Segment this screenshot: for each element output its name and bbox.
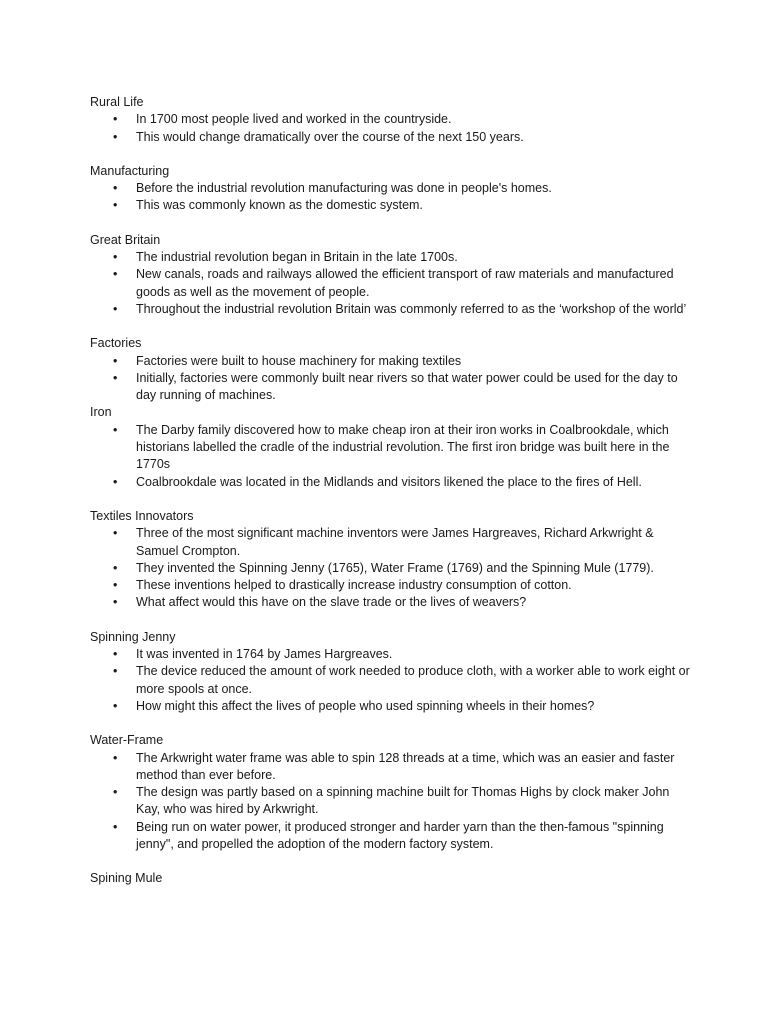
section-heading-spining-mule: Spining Mule: [90, 871, 163, 886]
list-item: • Three of the most significant machine inventors were James Hargreaves, Richard Arkwright & Samuel Crompton.: [90, 525, 690, 560]
section-heading-spinning-jenny: Spinning Jenny: [90, 629, 176, 644]
list-item: • The design was partly based on a spinning machine built for Thomas Highs by clock maker John Kay, who was hired by Arkwright.: [90, 784, 690, 819]
list-item: • Before the industrial revolution manufacturing was done in people's homes.: [90, 180, 690, 197]
list-item: • The Darby family discovered how to make cheap iron at their iron works in Coalbrookdale, which historians labelled the cradle of the industrial revolution. The first iron bridge was built here in the 1770s: [90, 422, 690, 474]
list-item: • The Arkwright water frame was able to spin 128 threads at a time, which was an easier and faster method than ever before.: [90, 750, 690, 785]
section-gap: [90, 215, 690, 232]
bullet-list-factories: [90, 353, 690, 405]
section-heading-water-frame: Water-Frame: [90, 733, 164, 748]
list-item: • It was invented in 1764 by James Hargreaves.: [90, 646, 690, 663]
list-item: • This was commonly known as the domestic system.: [90, 197, 690, 214]
section-heading-textiles-innovators: Textiles Innovators: [90, 508, 194, 523]
bullet-list-textiles-innovators: [90, 525, 690, 611]
list-item: • What affect would this have on the slave trade or the lives of weavers?: [90, 594, 690, 611]
section-gap: [90, 853, 690, 870]
bullet-list-water-frame: [90, 750, 690, 854]
section-heading-great-britain: Great Britain: [90, 232, 161, 247]
list-item: • Throughout the industrial revolution Britain was commonly referred to as the ‘workshop of the world’: [90, 301, 690, 318]
list-item: • This would change dramatically over the course of the next 150 years.: [90, 129, 690, 146]
bullet-list-manufacturing: [90, 180, 690, 215]
list-item: • In 1700 most people lived and worked in the countryside.: [90, 111, 690, 128]
bullet-list-great-britain: [90, 249, 690, 318]
section-heading-rural-life: Rural Life: [90, 95, 144, 109]
list-item: • Coalbrookdale was located in the Midlands and visitors likened the place to the fires of Hell.: [90, 474, 690, 491]
section-heading-factories: Factories: [90, 336, 142, 351]
list-item: • The industrial revolution began in Britain in the late 1700s.: [90, 249, 690, 266]
document-page: [90, 94, 690, 888]
list-item: • New canals, roads and railways allowed the efficient transport of raw materials and manufactured goods as well as the movement of people.: [90, 266, 690, 301]
section-gap: [90, 318, 690, 335]
section-gap: [90, 612, 690, 629]
section-heading-manufacturing: Manufacturing: [90, 163, 170, 178]
list-item: • Factories were built to house machinery for making textiles: [90, 353, 690, 370]
bullet-list-iron: [90, 422, 690, 491]
list-item: • Initially, factories were commonly built near rivers so that water power could be used for the day to day running of machines.: [90, 370, 690, 405]
bullet-list-rural-life: [90, 111, 690, 146]
section-gap: [90, 146, 690, 163]
list-item: • Being run on water power, it produced stronger and harder yarn than the then-famous "spinning jenny", and propelled the adoption of the modern factory system.: [90, 819, 690, 854]
section-gap: [90, 491, 690, 508]
section-gap: [90, 715, 690, 732]
list-item: • The device reduced the amount of work needed to produce cloth, with a worker able to work eight or more spools at once.: [90, 663, 690, 698]
list-item: • These inventions helped to drastically increase industry consumption of cotton.: [90, 577, 690, 594]
section-heading-iron: Iron: [90, 405, 112, 420]
bullet-list-spinning-jenny: [90, 646, 690, 715]
list-item: • They invented the Spinning Jenny (1765), Water Frame (1769) and the Spinning Mule (1779).: [90, 560, 690, 577]
list-item: • How might this affect the lives of people who used spinning wheels in their homes?: [90, 698, 690, 715]
